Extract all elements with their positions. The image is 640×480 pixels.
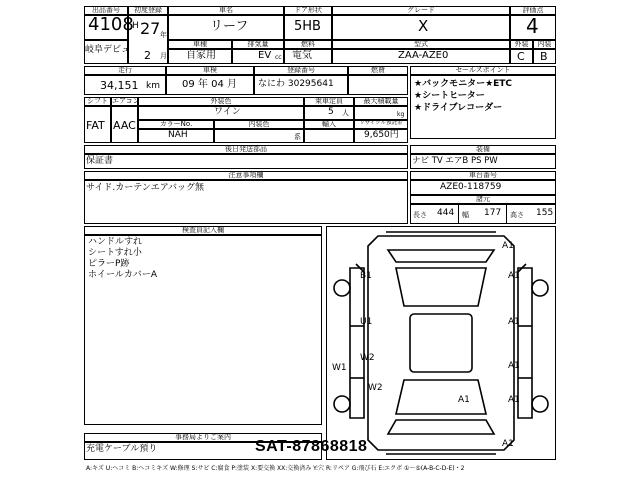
damage-mark: A1 <box>508 271 520 281</box>
cc-unit: cc <box>275 54 282 61</box>
exterior-label: 外装 <box>514 40 529 48</box>
equipment: ナビ TV エアB PS PW <box>412 156 498 166</box>
wheel-front-right <box>532 280 548 296</box>
inspection-label: 車検 <box>203 66 217 74</box>
interior-grade: B <box>540 50 548 63</box>
body-type-label: 車種 <box>193 40 207 48</box>
height: 155 <box>536 208 554 218</box>
chassis-label: 車台番号 <box>469 171 497 179</box>
car-trunk <box>388 420 494 434</box>
dims-cell <box>410 204 556 224</box>
ac: AAC <box>113 119 136 132</box>
exterior-grade: C <box>517 50 525 63</box>
int-color-label: 内装色 <box>248 120 270 128</box>
car-rear-window <box>396 380 486 414</box>
displacement-label: 排気量 <box>247 40 269 48</box>
selling-point: ★バックモニター★ETC <box>414 79 513 89</box>
chassis-number: AZE0-118759 <box>440 182 502 192</box>
lot-label: 出品番号 <box>92 6 120 14</box>
grade: X <box>418 17 429 35</box>
recycle-label: リサイクル預託金 <box>359 120 403 126</box>
inspector-line: ピラーP跡 <box>88 259 130 269</box>
equipment-label: 装備 <box>476 145 490 153</box>
import-label: 輸入 <box>322 120 336 128</box>
height-label: 高さ <box>510 211 524 219</box>
max-load-label: 最大積載量 <box>363 97 399 105</box>
inspector-line: シートすれ小 <box>88 248 142 258</box>
docs-cell <box>84 154 408 169</box>
interior-label: 内装 <box>537 40 552 48</box>
capacity: 5 <box>328 107 334 117</box>
damage-legend: A:キズ U:ヘコミ B:ヘコミキズ W:修理 S:サビ C:腐食 P:塗装 X:要交換 XX:交換済み Y:穴 R:リペア G:飛び石 E:エクボ ①〜⑤(A-B-C-D-E)・2 <box>86 465 465 472</box>
model-label: 型式 <box>414 40 428 48</box>
car-roof <box>410 314 472 372</box>
damage-mark: A1 <box>502 439 514 449</box>
width: 177 <box>484 208 502 218</box>
notes-value: サイド.カーテンエアバッグ無 <box>86 183 205 193</box>
int-color-unit: 系 <box>294 133 301 141</box>
capacity-label: 乗車定員 <box>315 97 343 105</box>
car-windshield <box>396 268 486 306</box>
selling-points-label: セールスポイント <box>455 66 511 74</box>
model-code: ZAA-AZE0 <box>398 50 449 61</box>
damage-mark: U1 <box>360 317 373 327</box>
grade-label: グレード <box>407 6 435 14</box>
width-label: 幅 <box>462 211 469 219</box>
car-hood <box>388 250 494 262</box>
transmission-label: シフト <box>87 97 108 105</box>
score: 4 <box>526 14 539 38</box>
mileage: 34,151 <box>100 79 139 92</box>
ac-label: エアコン <box>112 97 140 105</box>
ext-color-label: 外装色 <box>210 97 232 105</box>
import-cell <box>304 129 354 143</box>
selling-point: ★ドライブレコーダー <box>414 103 503 113</box>
lot-number: 4108 <box>88 14 134 35</box>
displacement: EV <box>258 50 272 61</box>
office-value: 充電ケーブル預り <box>86 444 158 454</box>
dims-divider <box>458 204 459 224</box>
inspection-date: 09 年 04 月 <box>182 79 237 90</box>
inspector-line: ハンドルすれ <box>88 237 143 247</box>
mileage-label: 走行 <box>118 66 132 74</box>
fuel-label: 燃料 <box>301 40 315 48</box>
length-label: 長さ <box>413 211 427 219</box>
year-unit: 年 <box>160 31 167 39</box>
reg-year: 27 <box>140 19 161 38</box>
damage-mark: A1 <box>508 395 520 405</box>
car-left-side <box>350 268 364 418</box>
color-no: NAH <box>168 130 188 140</box>
watermark-id: SAT-87868818 <box>255 438 368 455</box>
era: H <box>132 21 139 31</box>
car-right-side <box>518 268 532 418</box>
damage-mark: A1 <box>508 361 520 371</box>
plate: なにわ 30295641 <box>258 79 334 89</box>
docs-label: 後日発送部品 <box>225 145 267 153</box>
color-no-label: カラーNo. <box>159 120 193 128</box>
score-label: 評価点 <box>522 6 544 14</box>
fuel-econ-label: 燃費 <box>371 66 385 74</box>
reg-month: 2 <box>144 49 151 62</box>
auction-house: 岐阜デビュ <box>85 45 131 55</box>
docs-value: 保証書 <box>86 156 114 166</box>
damage-mark: A1 <box>502 241 514 251</box>
damage-mark: B1 <box>360 271 372 281</box>
notes-label: 注意事項欄 <box>228 171 264 179</box>
name-label: 車名 <box>219 6 233 14</box>
recycle-fee: 9,650円 <box>364 130 399 140</box>
body-type: 自家用 <box>186 50 216 61</box>
damage-mark: W2 <box>368 383 383 393</box>
inspector-label: 検査員記入欄 <box>182 226 224 234</box>
month-unit: 月 <box>160 52 167 60</box>
length: 444 <box>437 208 455 218</box>
damage-mark: A1 <box>458 395 470 405</box>
door-label: ドア形状 <box>294 6 322 14</box>
wheel-rear-left <box>334 396 350 412</box>
capacity-unit: 人 <box>342 109 349 117</box>
damage-mark: A1 <box>508 317 520 327</box>
plate-label: 登録番号 <box>287 66 315 74</box>
wheel-front-left <box>334 280 350 296</box>
selling-point: ★シートヒーター <box>414 91 485 101</box>
damage-mark: W2 <box>360 353 375 363</box>
inspector-line: ホイールカバーA <box>88 270 157 280</box>
damage-mark: W1 <box>332 363 347 373</box>
wheel-rear-right <box>532 396 548 412</box>
kg-unit: kg <box>397 111 405 118</box>
first-reg-label: 初度登録 <box>134 6 162 14</box>
fuel-econ-cell <box>348 75 408 95</box>
ext-color: ワイン <box>214 107 241 117</box>
car-name: リーフ <box>210 19 249 34</box>
km-unit: km <box>146 81 160 91</box>
dims-divider <box>506 204 507 224</box>
fuel: 電気 <box>292 50 312 61</box>
dims-label: 諸元 <box>476 195 490 203</box>
door-type: 5HB <box>294 19 321 34</box>
int-color-cell <box>214 129 304 143</box>
office-label: 事務局よりご案内 <box>175 433 231 441</box>
car-damage-diagram <box>328 228 554 458</box>
transmission: FAT <box>86 119 105 132</box>
